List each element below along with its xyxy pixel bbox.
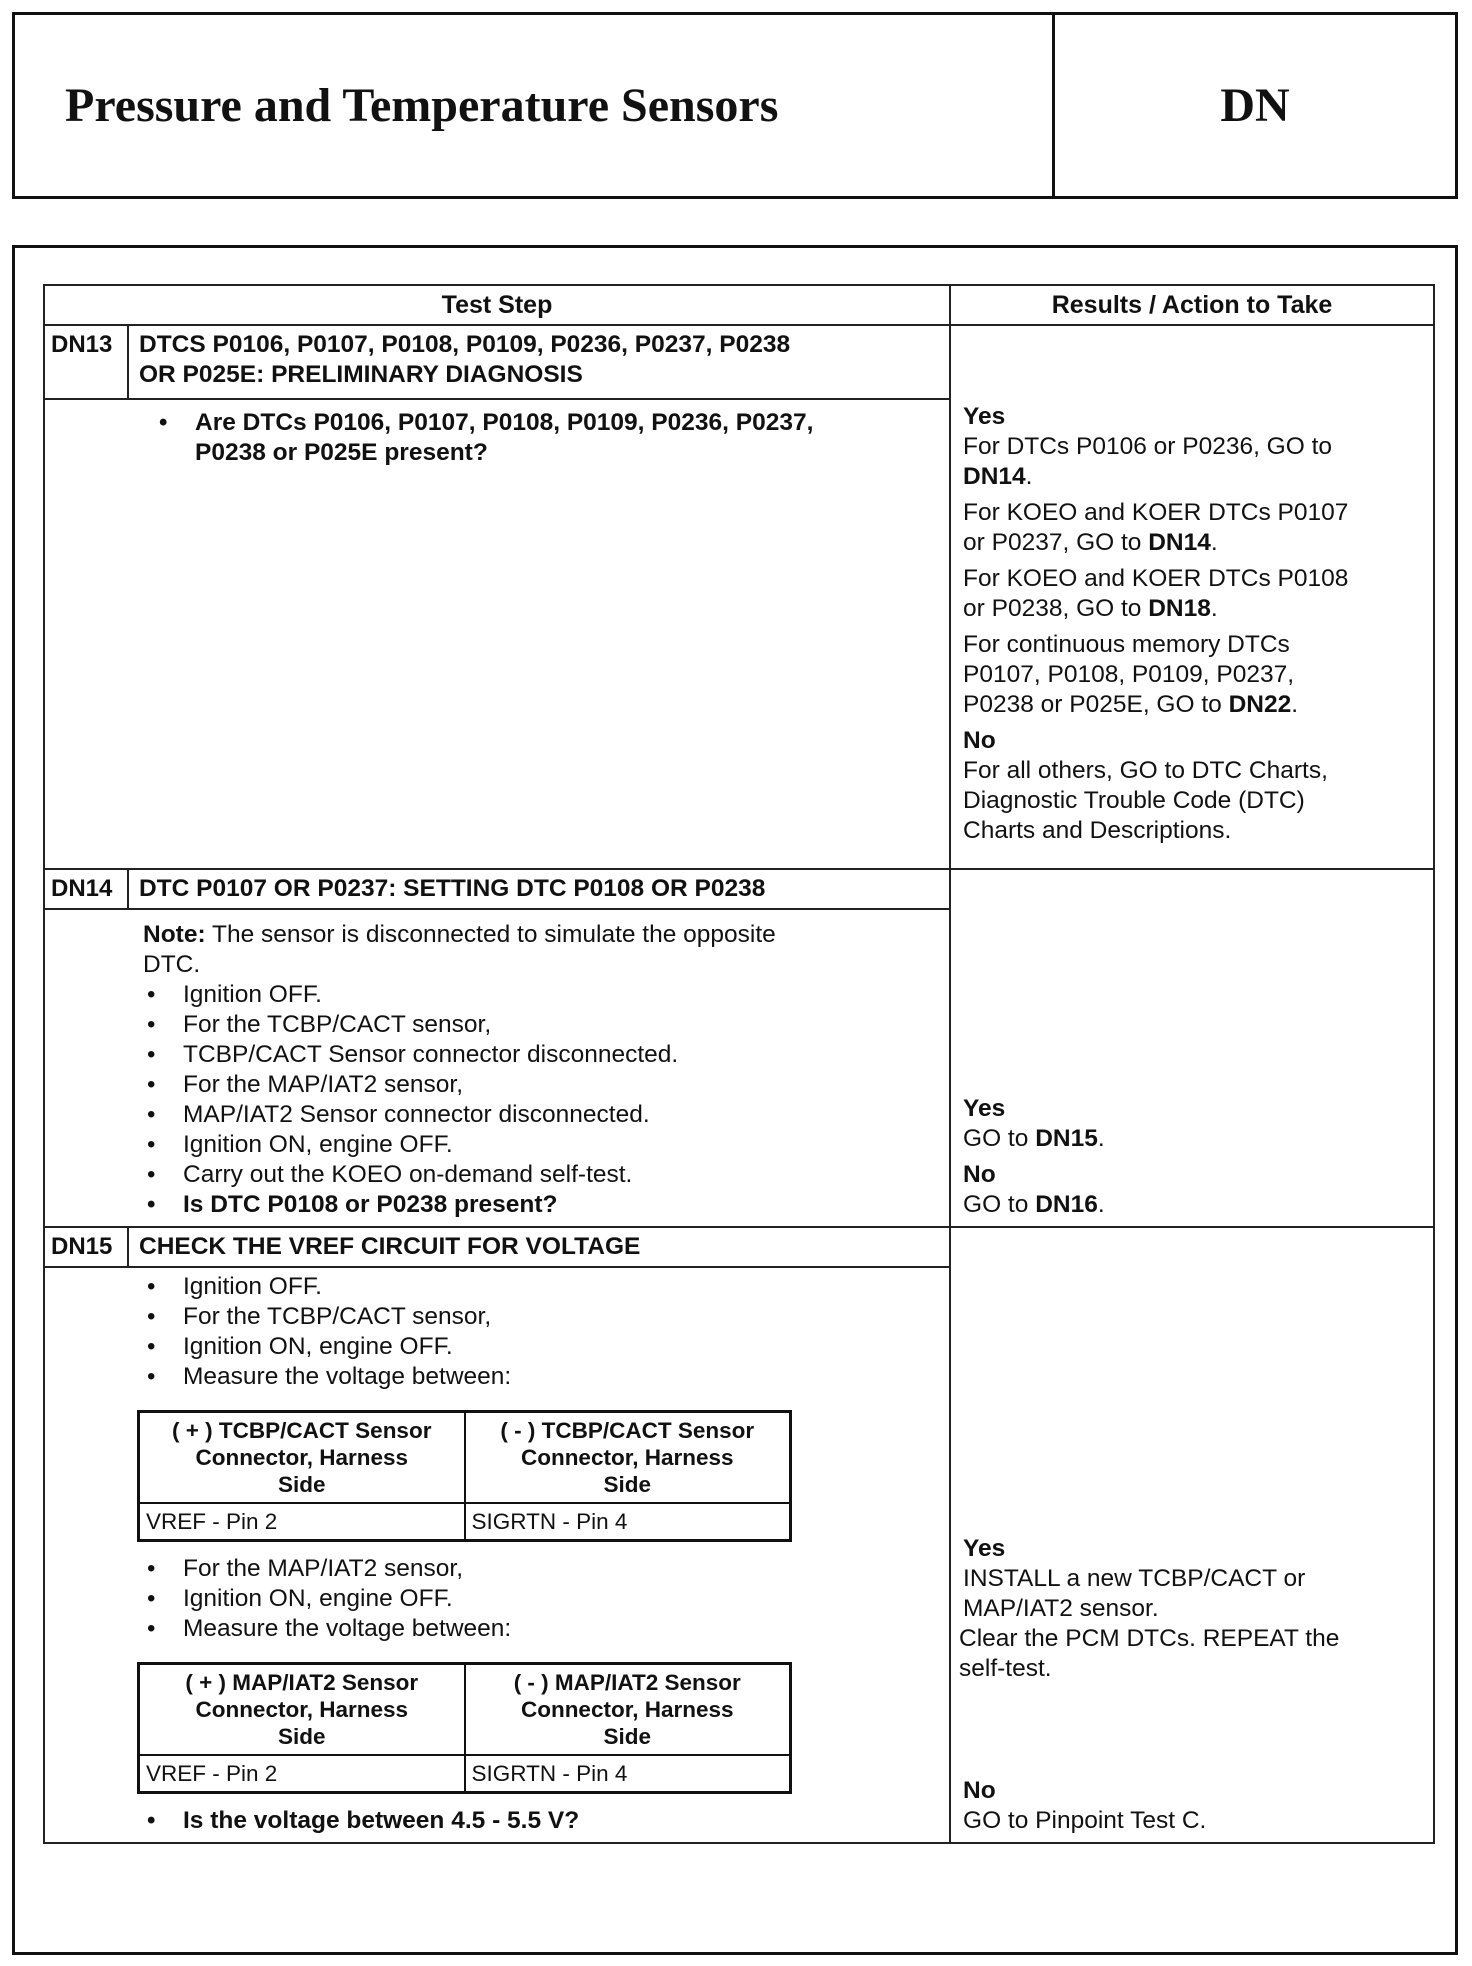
step-bullet: • Measure the voltage between: <box>183 1362 941 1392</box>
step-bullet: • For the TCBP/CACT sensor, <box>183 1010 941 1040</box>
table-header-positive: ( + ) TCBP/CACT Sensor Connector, Harness Side <box>139 1412 465 1504</box>
step-bullet: • For the TCBP/CACT sensor, <box>183 1302 941 1332</box>
step-bullet: • Ignition OFF. <box>183 1272 941 1302</box>
voltage-table-map <box>137 1662 792 1794</box>
table-header-negative: ( - ) TCBP/CACT Sensor Connector, Harness Side <box>465 1412 791 1504</box>
step-body-dn14 <box>44 909 950 1227</box>
no-label: No <box>963 727 996 754</box>
step-question: • Is the voltage between 4.5 - 5.5 V? <box>183 1806 941 1836</box>
table-cell: VREF - Pin 2 <box>139 1503 465 1541</box>
no-label: No <box>963 1161 996 1188</box>
results-dn15: Yes INSTALL a new TCBP/CACT or MAP/IAT2 sensor. Clear the PCM DTCs. REPEAT the self-test. No GO to Pinpoint Test C. <box>950 1227 1434 1843</box>
goto-link[interactable]: DN14 <box>963 463 1026 490</box>
voltage-table-tcbp <box>137 1410 792 1542</box>
yes-label: Yes <box>963 1535 1006 1562</box>
step-bullet: • Measure the voltage between: <box>183 1614 941 1644</box>
step-bullet: • MAP/IAT2 Sensor connector disconnected. <box>183 1100 941 1130</box>
goto-link[interactable]: DN18 <box>1148 595 1211 622</box>
step-title-dn13: DTCS P0106, P0107, P0108, P0109, P0236, P0237, P0238 OR P025E: PRELIMINARY DIAGNOSIS <box>128 325 950 399</box>
table-cell: VREF - Pin 2 <box>139 1755 465 1793</box>
step-bullet: • For the MAP/IAT2 sensor, <box>183 1554 941 1584</box>
step-bullet: • TCBP/CACT Sensor connector disconnected. <box>183 1040 941 1070</box>
step-title-dn15: CHECK THE VREF CIRCUIT FOR VOLTAGE <box>128 1227 950 1267</box>
step-body-dn15 <box>44 1267 950 1843</box>
step-bullet: • Ignition OFF. <box>183 980 941 1010</box>
step-body-dn13 <box>44 399 950 869</box>
table-cell: SIGRTN - Pin 4 <box>465 1503 791 1541</box>
goto-link[interactable]: DN15 <box>1035 1125 1098 1152</box>
page-header <box>12 12 1458 199</box>
step-question: • Is DTC P0108 or P0238 present? <box>183 1190 941 1220</box>
results-dn13: Yes For DTCs P0106 or P0236, GO to DN14. For KOEO and KOER DTCs P0107 or P0237, GO to DN14. For KOEO and KOER DTCs P0108 or P0238, GO to DN18. For continuous memory DTCs P0107, P0108, P0109, P0237, P0238 or P025E, GO to DN22. No For all others, GO to DTC Charts, Diagnostic Trouble Code (DTC) Charts and Descriptions. <box>950 325 1434 869</box>
goto-link[interactable]: DN16 <box>1035 1191 1098 1218</box>
step-bullet: • Ignition ON, engine OFF. <box>183 1130 941 1160</box>
yes-label: Yes <box>963 1095 1006 1122</box>
table-cell: SIGRTN - Pin 4 <box>465 1755 791 1793</box>
goto-link[interactable]: DN14 <box>1148 529 1211 556</box>
test-step-header: Test Step <box>44 285 950 325</box>
step-bullet: • Ignition ON, engine OFF. <box>183 1584 941 1614</box>
content-frame <box>12 245 1458 1955</box>
step-note: Note: The sensor is disconnected to simulate the opposite DTC. <box>143 921 776 978</box>
page-title: Pressure and Temperature Sensors <box>15 15 1055 196</box>
step-id-dn14: DN14 <box>44 869 128 909</box>
yes-label: Yes <box>963 403 1006 430</box>
section-code: DN <box>1220 79 1290 132</box>
step-bullet: • For the MAP/IAT2 sensor, <box>183 1070 941 1100</box>
step-bullet: • Ignition ON, engine OFF. <box>183 1332 941 1362</box>
table-header-negative: ( - ) MAP/IAT2 Sensor Connector, Harness Side <box>465 1664 791 1756</box>
results-dn14: Yes GO to DN15. No GO to DN16. <box>950 869 1434 1227</box>
step-id-dn15: DN15 <box>44 1227 128 1267</box>
goto-link[interactable]: DN22 <box>1228 691 1292 718</box>
results-header: Results / Action to Take <box>950 285 1434 325</box>
step-bullet: • Carry out the KOEO on-demand self-test. <box>183 1160 941 1190</box>
step-id-dn13: DN13 <box>44 325 128 399</box>
test-step-table <box>43 284 1435 1844</box>
no-label: No <box>963 1777 996 1804</box>
table-header-positive: ( + ) MAP/IAT2 Sensor Connector, Harness Side <box>139 1664 465 1756</box>
step-question: • Are DTCs P0106, P0107, P0108, P0109, P0236, P0237, P0238 or P025E present? <box>195 408 941 468</box>
step-title-dn14: DTC P0107 OR P0237: SETTING DTC P0108 OR P0238 <box>128 869 950 909</box>
